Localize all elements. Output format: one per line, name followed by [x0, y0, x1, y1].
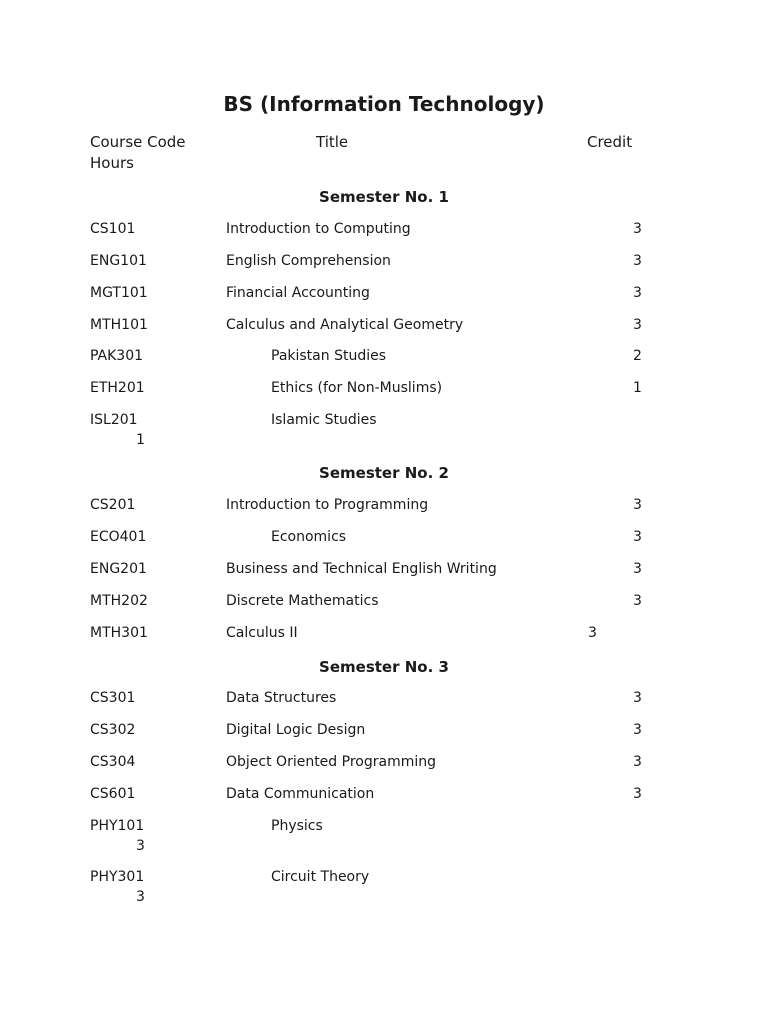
course-row — [0, 497, 768, 517]
course-row — [0, 722, 768, 742]
header-credit: Credit — [587, 133, 633, 151]
course-credit: 3 — [136, 889, 145, 905]
course-row — [0, 348, 768, 368]
course-credit: 3 — [633, 529, 642, 545]
course-credit: 3 — [633, 285, 642, 301]
course-row — [0, 221, 768, 241]
course-title: Calculus and Analytical Geometry — [226, 317, 464, 333]
course-code: PHY301 — [90, 869, 145, 885]
course-row — [0, 625, 768, 645]
course-code: MGT101 — [90, 285, 148, 301]
course-row — [0, 869, 768, 905]
course-title: Physics — [271, 818, 323, 834]
course-title: English Comprehension — [226, 253, 391, 269]
course-title: Discrete Mathematics — [226, 593, 379, 609]
course-code: CS601 — [90, 786, 136, 802]
course-code: CS301 — [90, 690, 136, 706]
course-row — [0, 593, 768, 613]
course-code: ETH201 — [90, 380, 145, 396]
course-code: PHY101 — [90, 818, 145, 834]
course-title: Data Structures — [226, 690, 337, 706]
course-credit: 3 — [633, 722, 642, 738]
semester-3-heading: Semester No. 3 — [319, 658, 449, 676]
course-code: ENG201 — [90, 561, 147, 577]
course-row — [0, 786, 768, 806]
course-row — [0, 253, 768, 273]
course-row — [0, 317, 768, 337]
course-title: Calculus II — [226, 625, 298, 641]
course-row — [0, 412, 768, 448]
course-title: Ethics (for Non-Muslims) — [271, 380, 443, 396]
course-credit: 3 — [633, 497, 642, 513]
course-credit: 3 — [633, 786, 642, 802]
course-row — [0, 285, 768, 305]
course-row — [0, 754, 768, 774]
course-code: ISL201 — [90, 412, 138, 428]
course-code: ENG101 — [90, 253, 147, 269]
header-title: Title — [316, 133, 349, 151]
semester-1-heading: Semester No. 1 — [319, 188, 449, 206]
course-credit: 3 — [588, 625, 597, 641]
header-hours: Hours — [90, 154, 134, 172]
course-title: Object Oriented Programming — [226, 754, 436, 770]
course-code: CS201 — [90, 497, 136, 513]
course-title: Circuit Theory — [271, 869, 370, 885]
course-credit: 3 — [633, 317, 642, 333]
document-title: BS (Information Technology) — [223, 92, 545, 116]
course-code: ECO401 — [90, 529, 147, 545]
course-title: Data Communication — [226, 786, 375, 802]
course-title: Introduction to Computing — [226, 221, 411, 237]
course-credit: 3 — [633, 221, 642, 237]
course-credit: 3 — [633, 561, 642, 577]
course-code: MTH101 — [90, 317, 148, 333]
course-title: Islamic Studies — [271, 412, 377, 428]
course-credit: 3 — [136, 838, 145, 854]
course-code: CS302 — [90, 722, 136, 738]
course-credit: 3 — [633, 754, 642, 770]
course-code: PAK301 — [90, 348, 144, 364]
course-credit: 1 — [633, 380, 642, 396]
course-row — [0, 818, 768, 854]
course-code: MTH301 — [90, 625, 148, 641]
course-title: Introduction to Programming — [226, 497, 429, 513]
course-credit: 3 — [633, 593, 642, 609]
course-row — [0, 380, 768, 400]
course-row — [0, 561, 768, 581]
course-credit: 1 — [136, 432, 145, 448]
course-title: Business and Technical English Writing — [226, 561, 497, 577]
course-title: Financial Accounting — [226, 285, 370, 301]
course-title: Pakistan Studies — [271, 348, 387, 364]
header-course-code: Course Code — [90, 133, 186, 151]
course-credit: 3 — [633, 690, 642, 706]
course-credit: 2 — [633, 348, 642, 364]
course-code: MTH202 — [90, 593, 148, 609]
course-credit: 3 — [633, 253, 642, 269]
course-title: Digital Logic Design — [226, 722, 366, 738]
course-title: Economics — [271, 529, 347, 545]
course-code: CS101 — [90, 221, 136, 237]
course-code: CS304 — [90, 754, 136, 770]
course-row — [0, 690, 768, 710]
course-row — [0, 529, 768, 549]
semester-2-heading: Semester No. 2 — [319, 464, 449, 482]
